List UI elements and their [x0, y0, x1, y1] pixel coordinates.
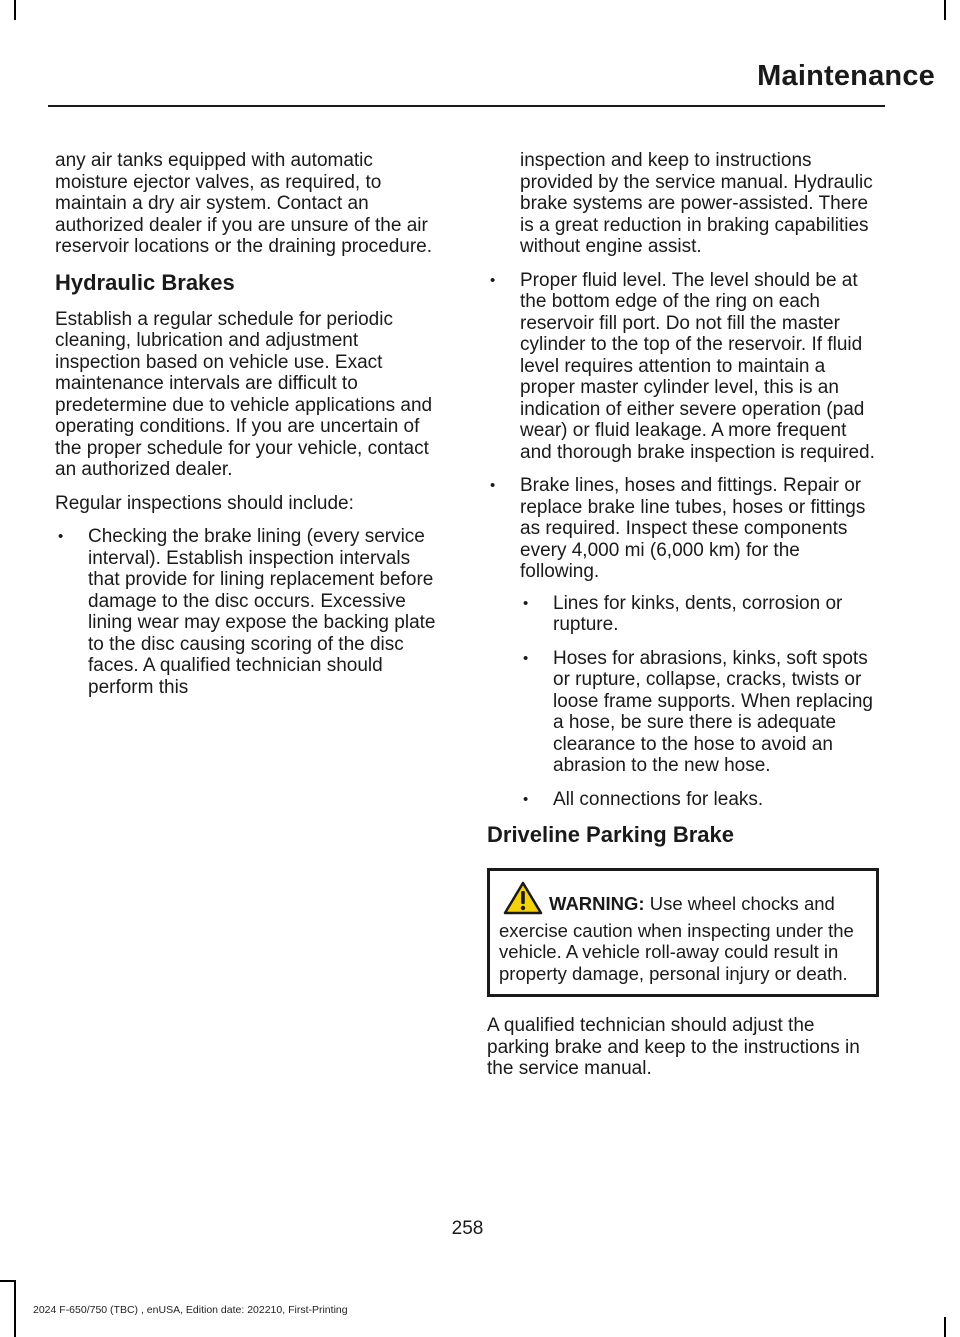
- schedule-paragraph: Establish a regular schedule for periodic cleaning, lubrication and adjustment inspection based on vehicle use. Exact maintenance intervals are difficult to predetermine due to vehicle applications and operating conditions. If you are uncertain of the proper schedule for your vehicle, contact an authorized dealer.: [55, 308, 433, 480]
- intro-paragraph: any air tanks equipped with automatic moisture ejector valves, as required, to maintain a dry air system. Contact an authorized dealer if you are unsure of the air reservoir locations or the draining procedure.: [55, 150, 433, 257]
- inspection-list: [55, 526, 447, 698]
- warning-text: Use wheel chocks and exercise caution when inspecting under the vehicle. A vehicle roll-away could result in property damage, personal injury or death.: [499, 893, 854, 984]
- crop-mark-top-right: [944, 0, 946, 20]
- right-column: [487, 150, 879, 1092]
- warning-box: [487, 868, 879, 997]
- driveline-parking-brake-heading: Driveline Parking Brake: [487, 822, 735, 847]
- inspections-intro: Regular inspections should include:: [55, 492, 354, 514]
- list-item-brake-lining: • Checking the brake lining (every service interval). Establish inspection intervals that provide for lining replacement before damage to the disc occurs. Excessive lining wear may expose the backing plate to the disc causing scoring of the disc faces. A qualified technician should perform this: [55, 526, 447, 698]
- left-column: [55, 150, 447, 710]
- header-divider: [48, 105, 885, 107]
- warning-triangle-icon: [503, 881, 543, 920]
- warning-label: WARNING:: [549, 893, 645, 914]
- brake-lines-sublist: [520, 593, 879, 811]
- list-item-fluid-level: • Proper fluid level. The level should be at the bottom edge of the ring on each reservoir fill port. Do not fill the master cylinder to the top of the reservoir. If fluid level requires attention to maintain a proper master cylinder level, this is an indication of either severe operation (pad wear) or fluid leakage. A more frequent and thorough brake inspection is required.: [487, 270, 879, 464]
- sub-item-connections: • All connections for leaks.: [520, 789, 879, 811]
- crop-mark-bottom-right: [944, 1317, 946, 1337]
- page-title: Maintenance: [757, 60, 935, 92]
- inspection-list-continued: [487, 270, 879, 811]
- page-number: 258: [451, 1218, 484, 1239]
- brake-lines-text: Brake lines, hoses and fittings. Repair or replace brake line tubes, hoses or fittings as required. Inspect these components every 4,000 mi (6,000 km) for the following.: [520, 475, 866, 582]
- list-item-brake-lines: [487, 475, 879, 810]
- crop-mark-bottom-left: [14, 1280, 16, 1337]
- sub-item-hoses: • Hoses for abrasions, kinks, soft spots or rupture, collapse, cracks, twists or loose frame supports. When replacing a hose, be sure there is adequate clearance to the hose to avoid an abrasion to the new hose.: [520, 648, 879, 777]
- crop-mark-top-left: [14, 0, 16, 20]
- edition-footer: 2024 F-650/750 (TBC) , enUSA, Edition date: 202210, First-Printing: [33, 1304, 348, 1316]
- sub-item-lines: • Lines for kinks, dents, corrosion or rupture.: [520, 593, 879, 636]
- crop-mark-bottom-left-h: [0, 1280, 16, 1282]
- closing-paragraph: A qualified technician should adjust the parking brake and keep to the instructions in the service manual.: [487, 1015, 860, 1079]
- list-item-brake-lining-continued: inspection and keep to instructions provided by the service manual. Hydraulic brake systems are power-assisted. There is a great reduction in braking capabilities without engine assist.: [520, 150, 873, 257]
- hydraulic-brakes-heading: Hydraulic Brakes: [55, 269, 235, 295]
